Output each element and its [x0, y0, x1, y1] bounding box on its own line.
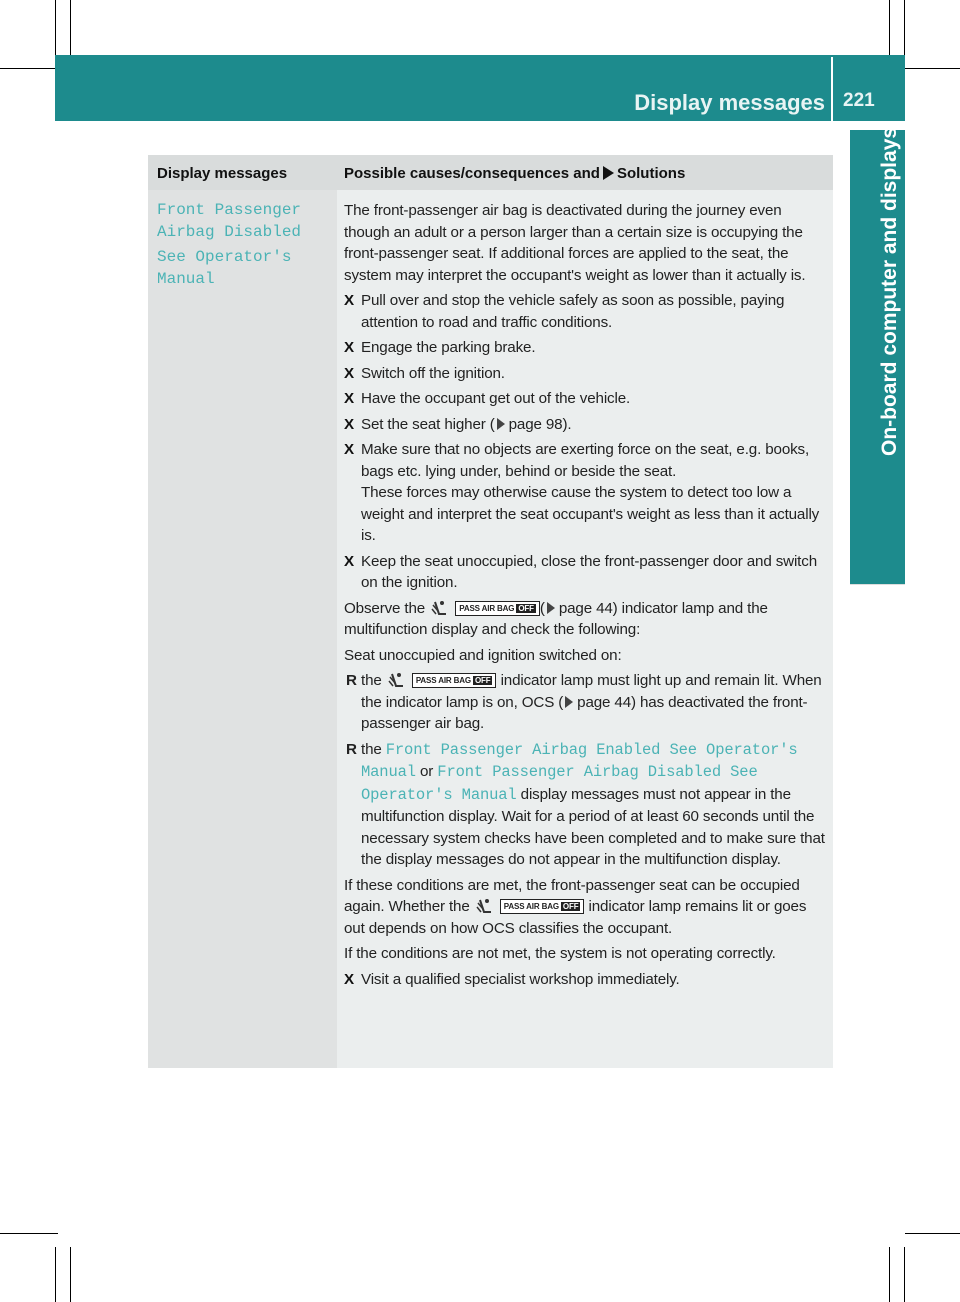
lamp-text: PASS AIR BAG — [503, 902, 559, 911]
text: indicator lamp must light up and remain lit. When the indicator lamp is on, OCS ( — [361, 672, 822, 711]
list-item — [344, 414, 830, 436]
crop-mark — [0, 68, 58, 69]
step-icon: X — [344, 552, 354, 570]
column-header-messages: Display messages — [157, 165, 288, 182]
header-text: Possible causes/consequences and — [344, 165, 600, 182]
side-tab-label: On-board computer and displays — [878, 126, 901, 456]
crop-mark — [904, 1247, 905, 1302]
lamp-text: PASS AIR BAG — [415, 676, 471, 685]
crop-mark — [904, 0, 905, 55]
step-icon: X — [344, 970, 354, 988]
solution-arrow-icon — [603, 166, 614, 180]
text: display messages must not appear in the multifunction display. Wait for a period of at least 60 seconds until the necessary system checks have been completed and to make sure that the display messages do not appear in the multifunction display. — [361, 785, 825, 868]
crop-mark — [889, 0, 890, 55]
crop-mark — [905, 68, 960, 69]
column-header-solutions — [344, 165, 685, 182]
crop-mark — [55, 0, 56, 55]
list-item — [344, 670, 830, 735]
bullet-icon: R — [346, 672, 357, 689]
step-icon: X — [344, 441, 354, 458]
conditions-met-text — [344, 875, 830, 940]
display-message-ref: Front Passenger Airbag Enabled See Operator's Manual — [361, 740, 798, 781]
list-item — [344, 969, 830, 991]
page-ref-icon — [547, 602, 555, 614]
step-text: Have the occupant get out of the vehicle. — [361, 390, 631, 407]
bullet-icon: R — [346, 740, 357, 758]
pass-airbag-off-icon — [500, 899, 585, 914]
step-icon: X — [344, 390, 354, 407]
step-text: Switch off the ignition. — [361, 364, 505, 382]
step-icon: X — [344, 364, 354, 382]
step-text: Make sure that no objects are exerting force on the seat, e.g. books, bags etc. lying under, behind or beside the seat. — [361, 441, 810, 480]
seat-occupant-icon — [476, 898, 494, 914]
message-line: Front Passenger Airbag Disabled — [157, 201, 302, 241]
crop-mark — [905, 1233, 960, 1234]
list-item — [344, 337, 830, 359]
display-messages-table — [148, 155, 833, 1068]
table-header — [148, 155, 833, 190]
step-text: These forces may otherwise cause the system to detect too low a weight and interpret the seat occupant's weight as less than it actually is. — [361, 484, 820, 544]
step-text: Pull over and stop the vehicle safely as soon as possible, paying attention to road and traffic conditions. — [361, 292, 785, 331]
page-ref-icon — [497, 418, 505, 430]
list-item — [344, 363, 830, 385]
step-text: Engage the parking brake. — [361, 339, 536, 356]
step-text: Keep the seat unoccupied, close the front-passenger door and switch on the ignition. — [361, 552, 817, 591]
lamp-off-text: OFF — [474, 676, 491, 685]
lamp-off-text: OFF — [562, 902, 579, 911]
step-text: Set the seat higher ( — [361, 415, 495, 433]
seat-occupant-icon — [388, 672, 406, 688]
text: page 44) indicator lamp and the multifunction display and check the following: — [344, 599, 768, 638]
page-number: 221 — [843, 90, 875, 111]
list-item — [344, 739, 830, 871]
side-tab-block — [850, 540, 905, 584]
lamp-off-text: OFF — [518, 603, 534, 613]
page-ref-icon — [565, 696, 573, 708]
text: If these conditions are met, the front-passenger seat can be occupied again. Whether the — [344, 876, 800, 915]
display-message-ref: Front Passenger Airbag Disabled See Operator's Manual — [361, 763, 758, 804]
list-item — [344, 290, 830, 333]
pass-airbag-off-icon — [455, 601, 540, 616]
step-icon: X — [344, 415, 354, 433]
step-text: page 98). — [508, 415, 572, 433]
crop-mark — [0, 1233, 58, 1234]
step-icon: X — [344, 339, 354, 356]
header-text: Solutions — [616, 165, 686, 182]
pass-airbag-off-icon — [412, 673, 497, 688]
crop-mark — [55, 1247, 56, 1302]
observe-text: Observe the PASS AIR BAG OFF ( page 44) indicator lamp and the multifunction display and check the following: — [344, 599, 768, 638]
condition-heading: Seat unoccupied and ignition switched on: — [344, 646, 622, 664]
text: the — [361, 740, 382, 758]
list-item — [344, 439, 830, 547]
step-icon: X — [344, 292, 354, 309]
lamp-text: PASS AIR BAG — [459, 603, 515, 613]
text: Observe the — [344, 599, 426, 617]
text: the — [361, 672, 382, 689]
list-item — [344, 551, 830, 594]
text: page 44) has deactivated the front-passenger air bag. — [361, 693, 808, 732]
step-text: Visit a qualified specialist workshop immediately. — [361, 970, 680, 988]
solution-content — [344, 200, 830, 994]
seat-occupant-icon — [431, 600, 449, 616]
header-divider — [831, 57, 833, 121]
display-message — [157, 199, 332, 293]
message-line: See Operator's Manual — [157, 248, 292, 288]
crop-mark — [70, 1247, 71, 1302]
conditions-not-met-text: If the conditions are not met, the system is not operating correctly. — [344, 945, 776, 962]
page-title: Display messages — [634, 90, 825, 115]
text: or — [420, 763, 434, 780]
crop-mark — [889, 1247, 890, 1302]
crop-mark — [70, 0, 71, 55]
side-tab-divider — [850, 584, 905, 585]
list-item — [344, 388, 830, 410]
intro-text: The front-passenger air bag is deactivated during the journey even though an adult or a person larger than a certain size is occupying the front-passenger seat. If additional forces are applied to the seat, the system may interpret the occupant's weight as lower than it actually is. — [344, 202, 806, 284]
text: indicator lamp remains lit or goes out depends on how OCS classifies the occupant. — [344, 898, 807, 937]
